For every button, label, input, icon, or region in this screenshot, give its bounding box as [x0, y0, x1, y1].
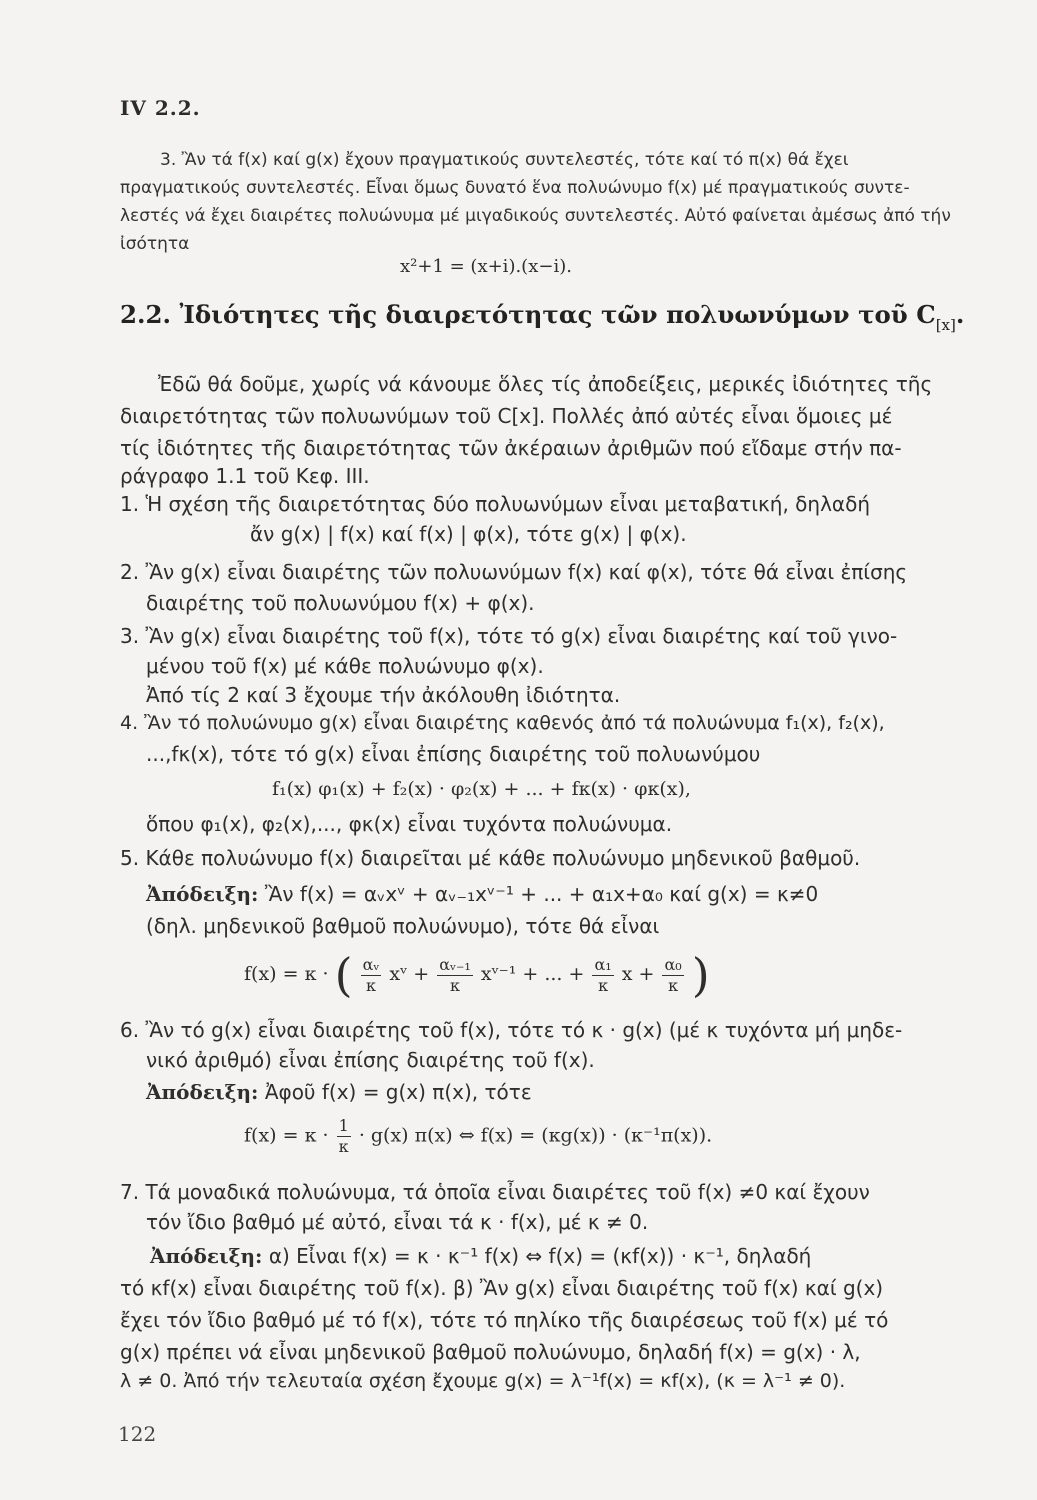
property-5-line: (δηλ. μηδενικοῦ βαθμοῦ πολυώνυμο), τότε θά εἶναι: [146, 914, 660, 938]
fraction: $\frac{\text{α₀}}{\kappa}$: [664, 954, 682, 995]
property-2-line: διαιρέτης τοῦ πολυωνύμου f(x) + φ(x).: [146, 591, 535, 615]
formula-rhs: · g(x) π(x) ⇔ f(x) = (κg(x)) · (κ⁻¹π(x)).: [358, 1124, 713, 1147]
paragraph-line: τίς ἰδιότητες τῆς διαιρετότητας τῶν ἀκέραιων ἀριθμῶν πού εἴδαμε στήν πα-: [120, 436, 902, 460]
paragraph-line: ράγραφο 1.1 τοῦ Κεφ. III.: [120, 464, 370, 488]
proof-line: τό κf(x) εἶναι διαιρέτης τοῦ f(x). β) Ἂν g(x) εἶναι διαιρέτης τοῦ f(x) καί g(x): [120, 1276, 884, 1300]
section-title: Ἰδιότητες τῆς διαιρετότητας τῶν πολυωνύμων τοῦ C: [179, 300, 936, 329]
intro-line: 3. Ἂν τά f(x) καί g(x) ἔχουν πραγματικούς συντελεστές, τότε καί τό π(x) θά ἔχει: [160, 150, 849, 170]
fraction: $\frac{\text{αᵥ}}{\kappa}$: [362, 954, 380, 995]
formula-term: xᵛ +: [389, 963, 430, 985]
property-5: 5. Κάθε πολυώνυμο f(x) διαιρεῖται μέ κάθε πολυώνυμο μηδενικοῦ βαθμοῦ.: [120, 846, 861, 870]
property-3-line: μένου τοῦ f(x) μέ κάθε πολυώνυμο φ(x).: [146, 654, 544, 678]
proof-text: Ἀφοῦ f(x) = g(x) π(x), τότε: [264, 1080, 532, 1104]
proof-label: Ἀπόδειξη:: [150, 1244, 263, 1268]
proof-text: α) Εἶναι f(x) = κ · κ⁻¹ f(x) ⇔ f(x) = (κf(x)) · κ⁻¹, δηλαδή: [268, 1244, 812, 1268]
formula-lhs: f(x) = κ ·: [244, 1124, 329, 1147]
property-6-proof: [146, 1080, 532, 1104]
property-7-proof: [150, 1244, 811, 1268]
intro-line: ἰσότητα: [120, 234, 190, 254]
property-6-formula: [244, 1116, 712, 1157]
formula-term: x +: [621, 963, 655, 985]
page-number: 122: [118, 1422, 157, 1446]
section-number: 2.2.: [120, 300, 171, 329]
property-5-proof: [146, 882, 818, 906]
property-5-formula: [244, 948, 710, 1002]
intro-formula: x²+1 = (x+i).(x−i).: [400, 256, 572, 277]
property-3: 3. Ἂν g(x) εἶναι διαιρέτης τοῦ f(x), τότε τό g(x) εἶναι διαιρέτης καί τοῦ γινο-: [120, 624, 898, 648]
close-paren: ): [691, 948, 710, 1002]
formula-lhs: f(x) = κ ·: [244, 963, 329, 985]
proof-label: Ἀπόδειξη:: [146, 882, 259, 906]
proof-line: ἔχει τόν ἴδιο βαθμό μέ τό f(x), τότε τό πηλίκο τῆς διαιρέσεως τοῦ f(x) μέ τό: [120, 1308, 889, 1332]
running-head: IV 2.2.: [120, 96, 201, 120]
property-6-line: νικό ἀριθμό) εἶναι ἐπίσης διαιρέτης τοῦ f(x).: [146, 1048, 595, 1072]
property-1-line: ἄν g(x) | f(x) καί f(x) | φ(x), τότε g(x) | φ(x).: [250, 522, 687, 546]
property-4-line: ὅπου φ₁(x), φ₂(x),..., φκ(x) εἶναι τυχόντα πολυώνυμα.: [146, 812, 673, 836]
property-1: 1. Ἡ σχέση τῆς διαιρετότητας δύο πολυωνύμων εἶναι μεταβατική, δηλαδή: [120, 492, 871, 516]
proof-text: Ἂν f(x) = αᵥxᵛ + αᵥ₋₁xᵛ⁻¹ + ... + α₁x+α₀ καί g(x) = κ≠0: [264, 882, 819, 906]
proof-label: Ἀπόδειξη:: [146, 1080, 259, 1104]
proof-line: λ ≠ 0. Ἀπό τήν τελευταία σχέση ἔχουμε g(x) = λ⁻¹f(x) = κf(x), (κ = λ⁻¹ ≠ 0).: [120, 1370, 846, 1392]
intro-line: λεστές νά ἔχει διαιρέτες πολυώνυμα μέ μιγαδικούς συντελεστές. Αὐτό φαίνεται ἀμέσως ἀπό τήν: [120, 206, 951, 226]
fraction: $\frac{\text{α₁}}{\kappa}$: [594, 954, 612, 995]
paragraph-line: διαιρετότητας τῶν πολυωνύμων τοῦ C[x]. Πολλές ἀπό αὐτές εἶναι ὅμοιες μέ: [120, 404, 893, 428]
fraction: $\frac{\text{αᵥ₋₁}}{\kappa}$: [439, 954, 471, 995]
property-7: 7. Τά μοναδικά πολυώνυμα, τά ὁποῖα εἶναι διαιρέτες τοῦ f(x) ≠0 καί ἔχουν: [120, 1180, 870, 1204]
proof-line: g(x) πρέπει νά εἶναι μηδενικοῦ βαθμοῦ πολυώνυμο, δηλαδή f(x) = g(x) · λ,: [120, 1340, 861, 1364]
property-7-line: τόν ἴδιο βαθμό μέ αὐτό, εἶναι τά κ · f(x), μέ κ ≠ 0.: [146, 1210, 649, 1234]
property-3-note: Ἀπό τίς 2 καί 3 ἔχουμε τήν ἀκόλουθη ἰδιότητα.: [146, 683, 621, 707]
intro-line: πραγματικούς συντελεστές. Εἶναι ὅμως δυνατό ἕνα πολυώνυμο f(x) μέ πραγματικούς συντε-: [120, 178, 910, 198]
formula-term: xᵛ⁻¹ + ... +: [480, 963, 585, 985]
property-4-line: ...,fκ(x), τότε τό g(x) εἶναι ἐπίσης διαιρέτης τοῦ πολυωνύμου: [146, 742, 761, 766]
property-4: 4. Ἂν τό πολυώνυμο g(x) εἶναι διαιρέτης καθενός ἀπό τά πολυώνυμα f₁(x), f₂(x),: [120, 712, 885, 734]
section-title-subscript: [x]: [935, 316, 956, 334]
paragraph-line: Ἐδῶ θά δοῦμε, χωρίς νά κάνουμε ὅλες τίς ἀποδείξεις, μερικές ἰδιότητες τῆς: [158, 372, 933, 396]
fraction: $\frac{1}{\kappa}$: [338, 1116, 349, 1156]
property-4-formula: f₁(x) φ₁(x) + f₂(x) · φ₂(x) + ... + fκ(x) · φκ(x),: [272, 778, 691, 800]
property-6: 6. Ἂν τό g(x) εἶναι διαιρέτης τοῦ f(x), τότε τό κ · g(x) (μέ κ τυχόντα μή μηδε-: [120, 1018, 903, 1042]
section-heading: [120, 300, 964, 334]
section-title-tail: .: [955, 300, 965, 329]
open-paren: (: [334, 948, 353, 1002]
property-2: 2. Ἂν g(x) εἶναι διαιρέτης τῶν πολυωνύμων f(x) καί φ(x), τότε θά εἶναι ἐπίσης: [120, 560, 908, 584]
